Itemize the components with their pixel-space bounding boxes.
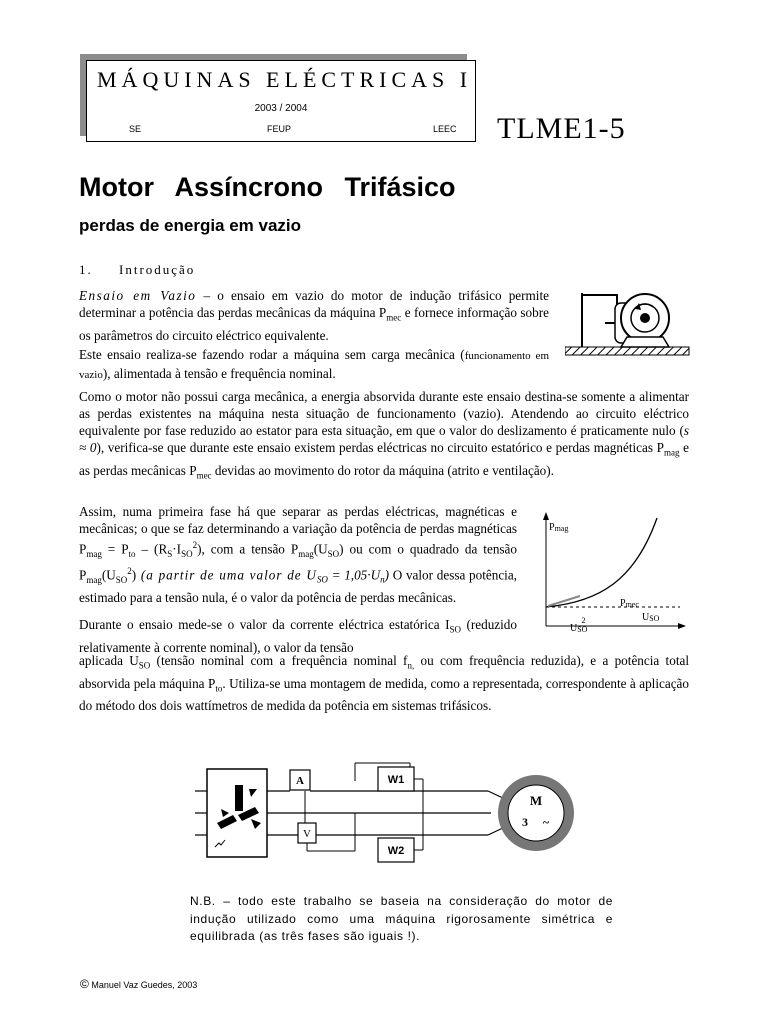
paragraph-measurement: Durante o ensaio mede-se o valor da corrente eléctrica estatórica $I_{SO}$ (reduzido relativamente à corrente nominal), o valor da tensão bbox=[79, 617, 517, 655]
footer-text: Manuel Vaz Guedes, 2003 bbox=[91, 980, 198, 990]
header-left-label: SE bbox=[129, 124, 142, 134]
wattmeter-2-label: W2 bbox=[387, 845, 405, 857]
course-title: MÁQUINAS ELÉCTRICAS I bbox=[97, 67, 473, 92]
motor-label-m: M bbox=[529, 793, 543, 808]
paragraph-separation: Assim, numa primeira fase há que separar as perdas eléctricas, magnéticas e mecânicas; o que se faz determinando a variação da potência de perdas magnéticas $P_{mag} = P_{to} - (R_S\cdot I_{SO}^2)$, com a tensão $P_{mag}(U_{SO})$ ou com o quadrado da tensão $P_{mag}(U_{SO}^2)$ (a partir de uma valor de $U_{SO} = 1,05\cdot U_n$) O valor dessa potência, estimado para a tensão nula, é o valor da potência de perdas mecânicas. bbox=[79, 504, 517, 606]
ammeter-label: A bbox=[296, 775, 304, 787]
note-paragraph: N.B. – todo este trabalho se baseia na consideração do motor de indução utilizado como uma máquina rigorosamente simétrica e equilibrada (as três fases são iguais !). bbox=[190, 894, 613, 943]
x-axis-arrow bbox=[678, 623, 686, 629]
y-axis-arrow bbox=[543, 512, 549, 520]
y-axis-label: Pmag bbox=[549, 522, 569, 533]
page-subtitle: perdas de energia em vazio bbox=[79, 216, 302, 235]
header-right-label: LEEC bbox=[433, 124, 457, 134]
two-wattmeter-circuit bbox=[195, 755, 585, 867]
section-name: Introdução bbox=[119, 262, 196, 277]
footer bbox=[80, 977, 197, 991]
copyright-symbol: © bbox=[80, 977, 89, 991]
x-axis-label-uso-squared: USO2 bbox=[570, 616, 588, 634]
document-code: TLME1-5 bbox=[497, 112, 626, 145]
motor-on-bench-illustration bbox=[565, 285, 690, 360]
page-title: Motor Assíncrono Trifásico bbox=[79, 172, 456, 202]
academic-year: 2003 / 2004 bbox=[254, 103, 308, 114]
x-axis-label-uso: USO bbox=[642, 612, 660, 623]
paragraph-losses: Como o motor não possui carga mecânica, a energia absorvida durante este ensaio destina-se somente a alimentar as perdas existentes na máquina nesta situação de funcionamento (vazio). Atendendo ao circuito eléctrico equivalente por fase reduzido ao estator para esta situação, em que o valor do deslizamento é praticamente nulo (s ≈ 0), verifica-se que durante este ensaio existem perdas eléctricas no circuito estatórico e perdas magnéticas $P_{mag}$ e as perdas mecânicas $P_{mec}$ devidas ao movimento do rotor da máquina (atrito e ventilação). bbox=[79, 389, 689, 481]
section-heading bbox=[79, 262, 195, 278]
header-box bbox=[86, 60, 476, 142]
section-number: 1. bbox=[79, 262, 93, 277]
paragraph-two-wattmeter: aplicada $U_{SO}$ (tensão nominal com a frequência nominal $f_{n,}$ ou com frequência reduzida), e a potência total absorvida pela máquina $P_{to}$. Utiliza-se uma montagem de medida, como a representada, correspondente à aplicação do método dos dois wattímetros de medida da potência em sistemas trifásicos. bbox=[79, 653, 689, 714]
paragraph-procedure: Este ensaio realiza-se fazendo rodar a máquina sem carga mecânica (funcionamento em vazio), alimentada à tensão e frequência nominal. bbox=[79, 347, 549, 381]
pmag-vs-uso-graph bbox=[540, 510, 690, 640]
voltmeter-label: V bbox=[303, 828, 311, 840]
pmec-label: Pmec bbox=[620, 598, 639, 609]
motor-label-phases: 3 bbox=[522, 815, 528, 829]
lead-term: Ensaio em Vazio bbox=[79, 288, 197, 303]
paragraph-intro: Ensaio em Vazio – o ensaio em vazio do motor de indução trifásico permite determinar a potência das perdas mecânicas da máquina $P_{mec}$ e fornece informação sobre os parâmetros do circuito eléctrico equivalente. bbox=[79, 288, 549, 343]
wattmeter-1-label: W1 bbox=[387, 774, 405, 786]
header-center-label: FEUP bbox=[267, 124, 292, 134]
motor-label-ac: ~ bbox=[542, 815, 550, 829]
